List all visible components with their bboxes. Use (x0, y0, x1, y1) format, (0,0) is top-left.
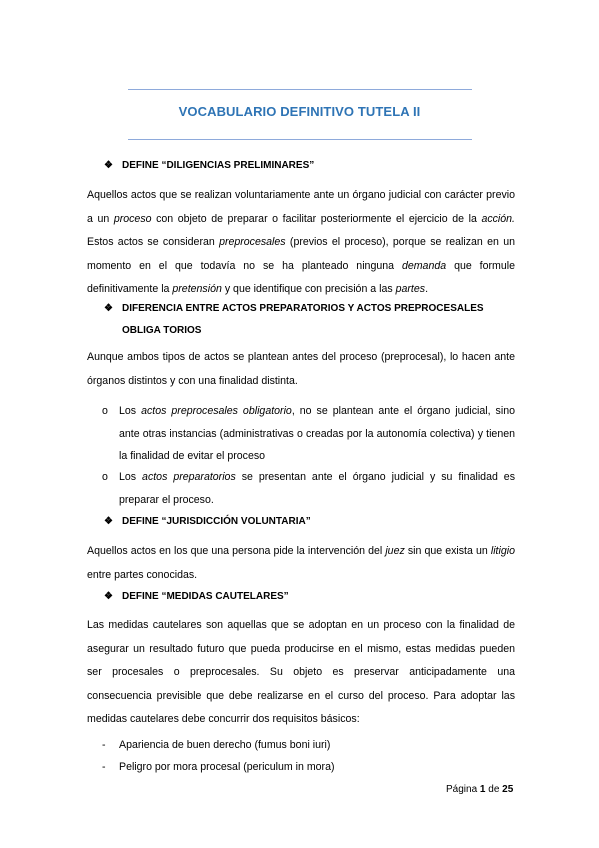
section-heading-jurisdiccion (104, 513, 514, 531)
circle-bullet-icon: o (102, 405, 108, 417)
paragraph-medidas: Las medidas cautelares son aquellas que se adoptan en un proceso con la finalidad de asegurar un resultado futuro que pueda producirse en el mismo, estas medidas pueden ser procesales o preprocesales. Su objeto es preservar anticipadamente una consecuencia previsible que debe realizarse en el curso del proceso. Para adoptar las medidas cautelares debe concurrir dos requisitos básicos: (87, 619, 515, 725)
total-pages: 25 (502, 784, 514, 795)
section-heading-medidas (104, 588, 514, 606)
list-item-text (119, 466, 515, 511)
paragraph-diligencias (87, 184, 515, 302)
text-run: Los (119, 471, 143, 483)
diamond-bullet-icon: ❖ (104, 516, 113, 527)
list-item (102, 466, 515, 511)
text-run: que formule definitivamente la (87, 259, 516, 295)
dash-bullet-icon: - (102, 761, 106, 773)
diamond-bullet-icon: ❖ (104, 160, 113, 171)
list-item-text (119, 400, 515, 468)
italic-term: actos preparatorios (142, 471, 236, 483)
italic-term: preprocesales (219, 236, 286, 248)
text-run: Los (119, 405, 142, 417)
italic-term: proceso (113, 212, 152, 225)
list-item (102, 734, 515, 757)
text-run: con objeto de preparar o facilitar posteriormente el ejercicio de la (151, 212, 482, 225)
page-of: de (488, 784, 500, 795)
italic-term: partes (395, 283, 426, 295)
current-page: 1 (479, 784, 486, 795)
italic-term: litigio (490, 545, 515, 557)
diamond-bullet-icon: ❖ (104, 303, 113, 314)
text-run: Aquellos actos en los que una persona pide la intervención del (87, 545, 386, 557)
document-title: VOCABULARIO DEFINITIVO TUTELA II (178, 104, 421, 119)
italic-term: demanda (401, 259, 447, 272)
text-run: (previos el proceso), porque se realizan en un momento en el que todavía no se ha planteado ninguna (87, 236, 515, 272)
list-item (102, 400, 515, 468)
title-rule-top (128, 89, 472, 90)
dash-bullet-icon: - (102, 739, 106, 751)
text-run: entre partes conocidas. (87, 568, 198, 581)
page-number (446, 784, 513, 795)
list-item (102, 756, 515, 779)
text-run: Aquellos actos que se realizan voluntariamente ante un órgano judicial con carácter previo a un (87, 189, 515, 225)
text-run: Estos actos se consideran (87, 236, 220, 248)
italic-term: actos preprocesales obligatorio (141, 405, 292, 417)
italic-term: juez (385, 545, 405, 557)
text-run: . (425, 283, 429, 295)
circle-bullet-icon: o (102, 471, 108, 483)
italic-term: pretensión (172, 283, 222, 295)
diamond-bullet-icon: ❖ (104, 591, 113, 602)
text-run: se presentan ante el órgano judicial y su finalidad es preparar el proceso. (119, 471, 515, 506)
heading-text: DEFINE “MEDIDAS CAUTELARES” (122, 591, 289, 602)
heading-text: DIFERENCIA ENTRE ACTOS PREPARATORIOS Y ACTOS PREPROCESALES OBLIGA TORIOS (122, 303, 484, 336)
section-heading-diferencia (104, 298, 514, 342)
paragraph-diferencia: Aunque ambos tipos de actos se plantean antes del proceso (preprocesal), lo hacen ante órganos distintos y con una finalidad distinta. (87, 351, 515, 387)
list-item-text: Apariencia de buen derecho (fumus boni iuri) (119, 739, 331, 751)
heading-text: DEFINE “JURISDICCIÓN VOLUNTARIA” (122, 516, 311, 527)
section-heading-diligencias (104, 157, 514, 175)
italic-term: acción. (481, 212, 516, 225)
text-run: y que identifique con precisión a las (221, 283, 396, 295)
text-run: , no se plantean ante el órgano judicial, sino ante otras instancias (administrativas o creadas por la autonomía colectiva) y tienen la finalidad de evitar el proceso (119, 405, 515, 462)
list-item-text: Peligro por mora procesal (periculum in mora) (119, 761, 335, 773)
page-label: Página (446, 784, 478, 795)
paragraph-jurisdiccion (87, 540, 515, 587)
heading-text: DEFINE “DILIGENCIAS PRELIMINARES” (122, 160, 315, 171)
title-rule-bottom (128, 139, 472, 140)
text-run: sin que exista un (404, 545, 491, 557)
